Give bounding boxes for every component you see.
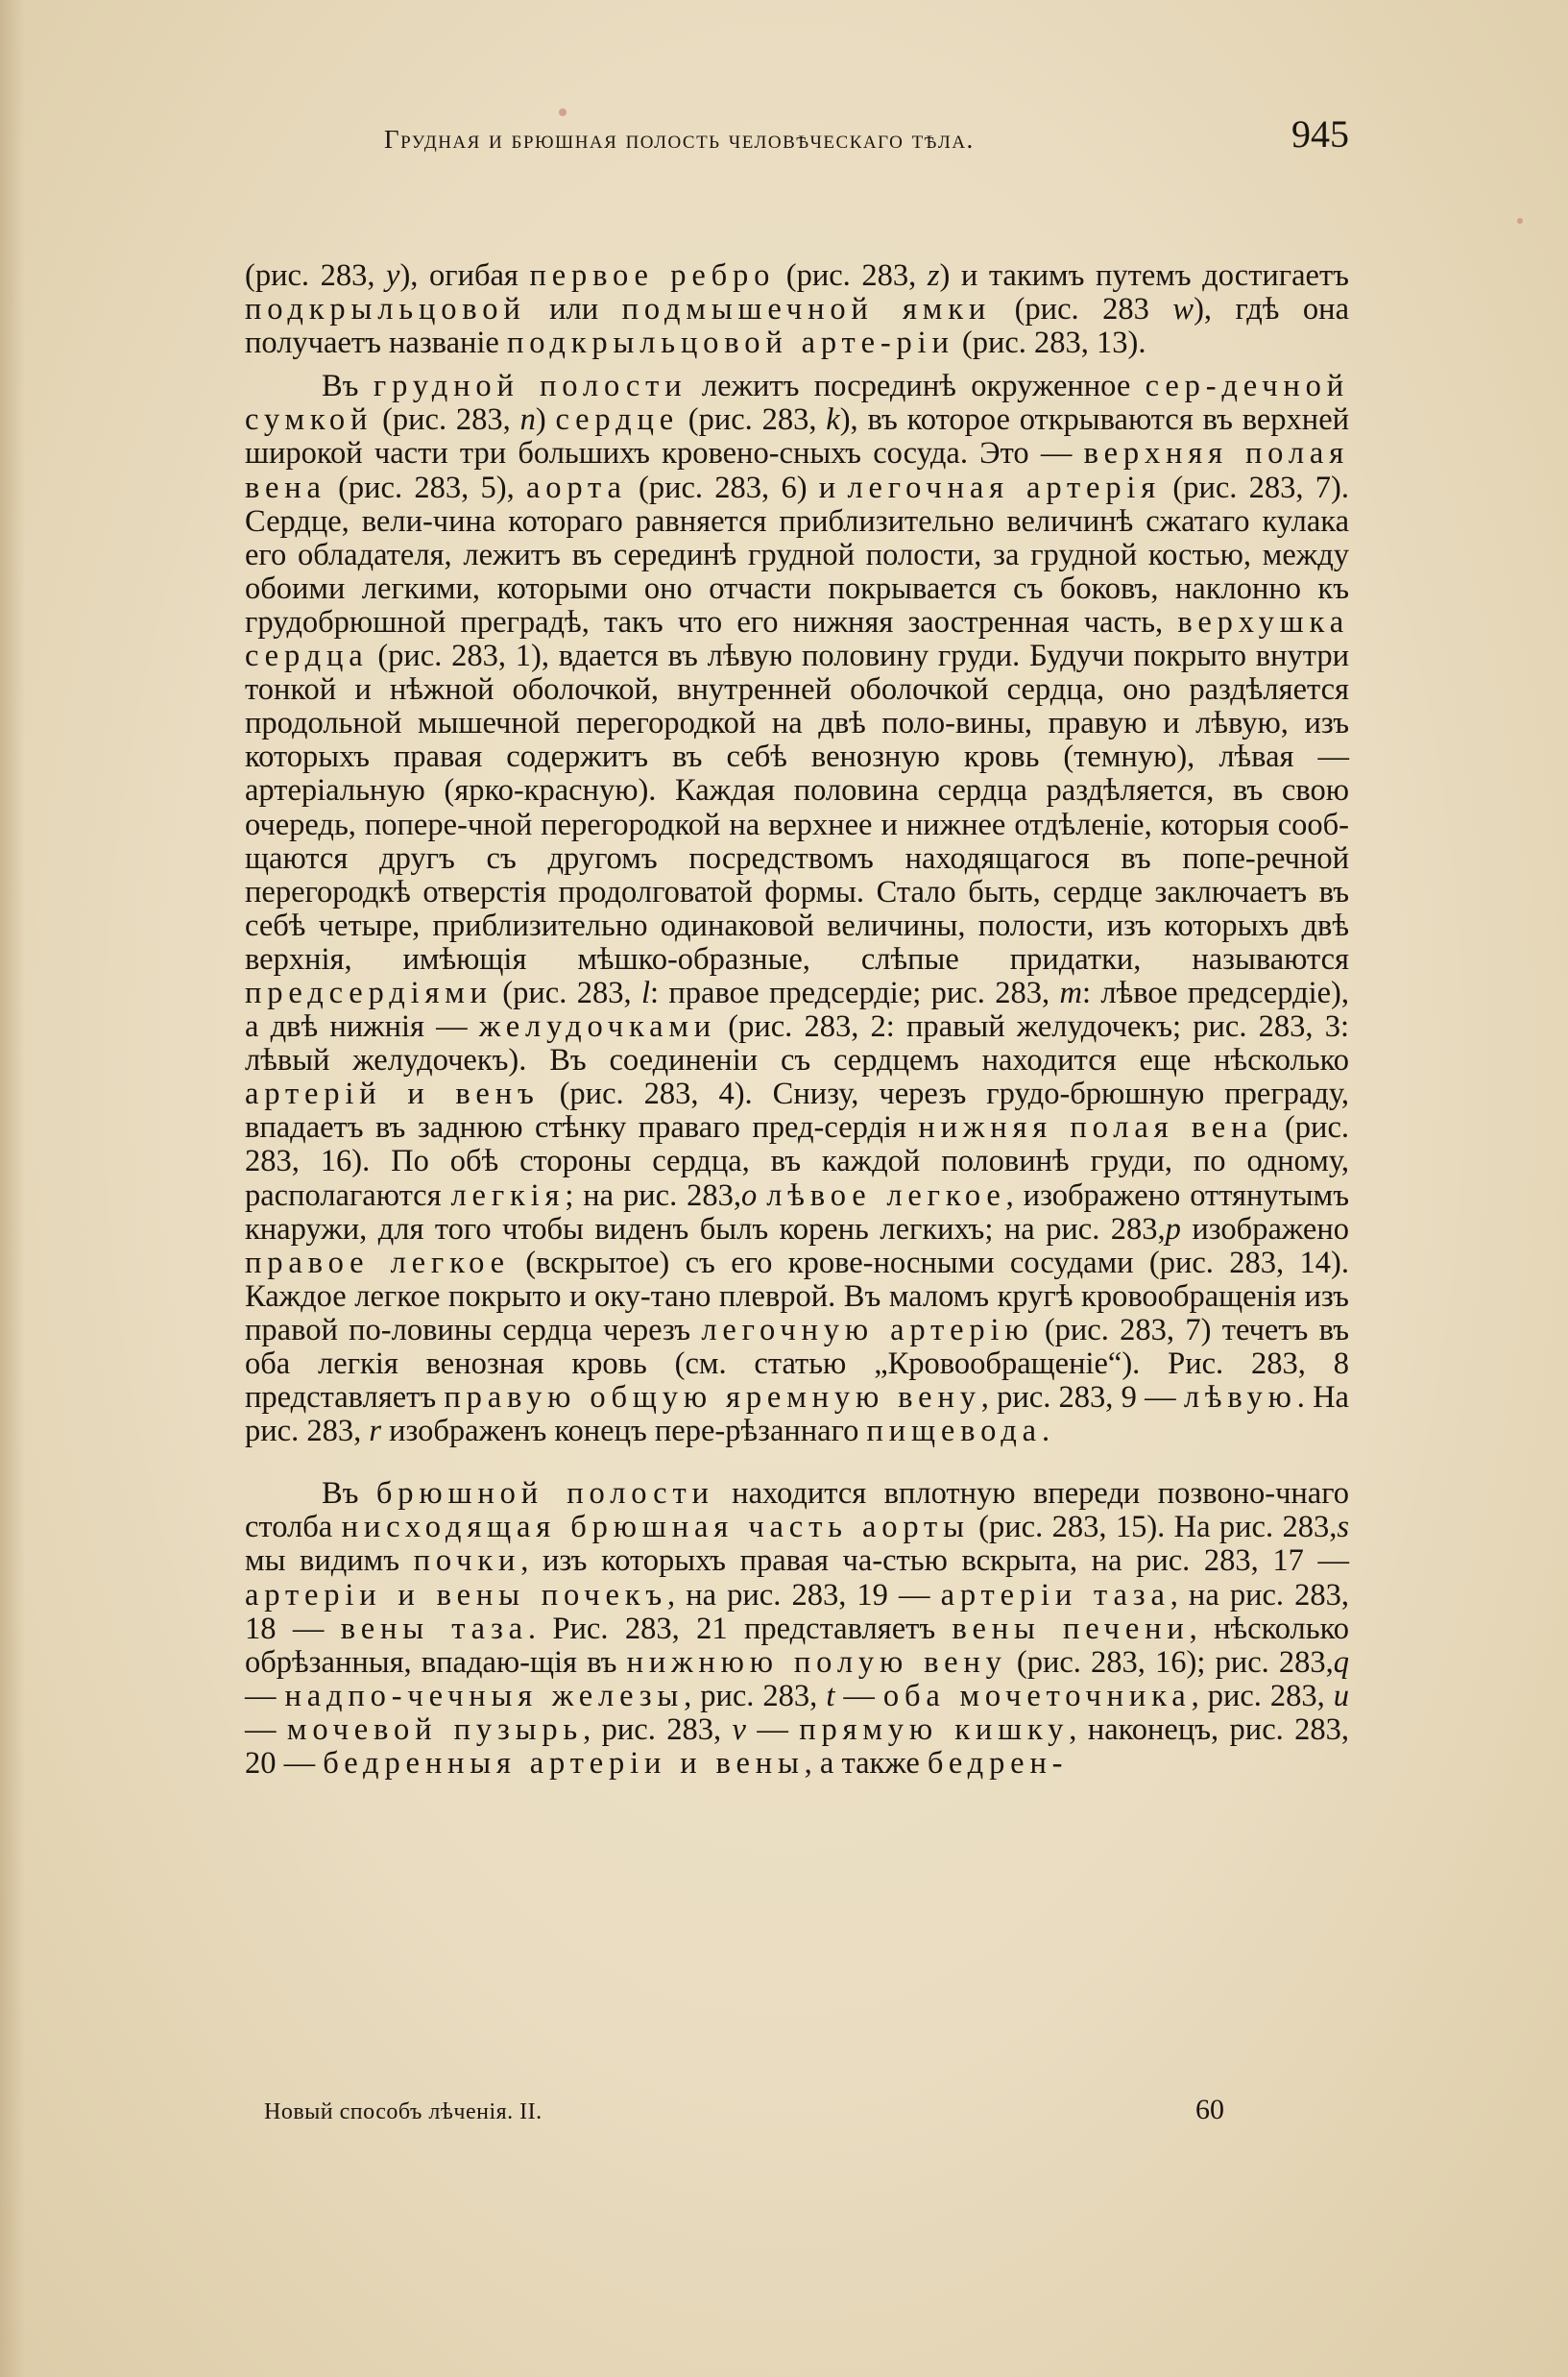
text-run: . Рис. 283, 21 представляетъ: [527, 1611, 953, 1646]
text-run: (рис. 283, 15). На рис. 283,: [969, 1510, 1338, 1545]
spaced-term: лѣвую: [1183, 1380, 1297, 1416]
spaced-term: желудочками: [478, 1009, 717, 1045]
figure-letter: r: [369, 1414, 381, 1449]
text-run: , рис. 283,: [1191, 1678, 1334, 1713]
text-run: —: [745, 1711, 800, 1747]
spaced-term: аорта: [525, 470, 627, 505]
spaced-term: сердце: [555, 402, 679, 438]
text-column: [245, 259, 1349, 1781]
figure-letter: k: [826, 402, 840, 438]
figure-letter: v: [732, 1711, 746, 1747]
text-run: ): [535, 402, 556, 438]
spaced-term: бедрен-: [927, 1746, 1069, 1782]
text-run: (рис. 283, 16). По обѣ стороны сердца, въ каждой половинѣ груди, по одному, располагаются: [245, 1110, 1350, 1213]
spaced-term: артеріи и вены почекъ: [245, 1577, 668, 1613]
text-run: : правое предсердіе; рис. 283,: [649, 975, 1060, 1010]
page-footer: [245, 2094, 1349, 2132]
spaced-term: подкрыльцовой: [245, 292, 526, 327]
spaced-term: мочевой пузырь: [286, 1711, 584, 1747]
text-run: Въ: [322, 369, 374, 404]
text-run: (рис. 283,: [775, 258, 928, 293]
spaced-term: первое ребро: [529, 258, 776, 293]
figure-letter: z: [927, 258, 940, 293]
spaced-term: артеріи таза: [940, 1577, 1170, 1613]
spaced-term: надпо-чечныя железы: [284, 1678, 685, 1713]
text-run: или: [525, 292, 622, 327]
text-run: лежитъ посрединѣ окруженное: [687, 369, 1146, 404]
spaced-term: брюшной полости: [375, 1476, 714, 1512]
figure-letter: m: [1059, 975, 1082, 1010]
text-run: (рис. 283, 2: правый желудочекъ; рис. 283, 3: лѣвый желудочекъ). Въ соединеніи съ сердцемъ находится еще нѣсколько: [245, 1009, 1349, 1079]
figure-letter: p: [1165, 1211, 1181, 1247]
paragraph-chest-cavity: [245, 370, 1349, 1448]
spaced-term: бедренныя артеріи и вены: [323, 1746, 805, 1782]
figure-letter: w: [1172, 292, 1194, 327]
text-run: —: [834, 1678, 883, 1713]
text-run: : лѣвое предсердіе), а двѣ нижнія —: [245, 975, 1350, 1045]
spaced-term: почки: [413, 1543, 521, 1579]
spaced-term: вены таза: [340, 1611, 528, 1646]
spaced-term: правое легкое: [245, 1245, 510, 1280]
spaced-term: сер-дечной сумкой: [245, 369, 1350, 438]
paragraph-axillary-artery: [245, 259, 1349, 360]
spaced-term: нижнюю полую вену: [626, 1644, 1007, 1680]
text-run: .: [1041, 1414, 1050, 1449]
text-run: (рис. 283, 7). Сердце, вели-чина котораго равняется приблизительно величинѣ сжатаго кулака его обладателя, лежитъ въ серединѣ грудной полости, за грудной костью, между обоими легкими, которыми оно отчасти покрывается съ боковъ, наклонно къ грудобрюшной преградѣ, такъ что его нижняя заостренная часть,: [245, 470, 1349, 640]
text-run: , а также: [804, 1746, 928, 1782]
text-run: (рис. 283, 4). Снизу, черезъ грудо-брюшную преграду, впадаетъ въ заднюю стѣнку праваго пред-сердія: [245, 1077, 1350, 1146]
figure-letter: s: [1337, 1510, 1350, 1545]
text-run: (рис. 283,: [245, 258, 387, 293]
page-number: 945: [1291, 112, 1349, 156]
figure-letter: y: [386, 258, 400, 293]
text-run: изображенъ конецъ пере-рѣзаннаго: [380, 1414, 867, 1449]
text-run: Въ: [322, 1476, 376, 1512]
text-run: (рис. 283, 7) течетъ въ оба легкія венозная кровь (см. статью „Кровообращеніе“). Рис. 283, 8 представляетъ: [245, 1312, 1349, 1416]
figure-letter: q: [1333, 1644, 1350, 1680]
figure-letter: n: [519, 402, 536, 438]
text-run: , на рис. 283, 19 —: [667, 1577, 941, 1613]
text-run: ; на рис. 283,: [565, 1177, 742, 1213]
paragraph-abdominal-cavity: [245, 1477, 1349, 1781]
text-run: (рис. 283, 6) и: [626, 470, 848, 505]
figure-letter: u: [1333, 1678, 1350, 1713]
page-header: [245, 108, 1349, 165]
text-run: , изображено оттянутымъ кнаружи, для того чтобы виденъ былъ корень легкихъ; на рис. 283,: [245, 1177, 1350, 1247]
text-run: . На рис. 283,: [245, 1380, 1349, 1449]
spaced-term: подкрыльцовой арте-ріи: [506, 326, 954, 361]
spaced-term: пищевода: [866, 1414, 1042, 1449]
text-run: , на рис. 283, 18 —: [245, 1577, 1349, 1646]
text-run: , рис. 283, 9 —: [980, 1380, 1184, 1416]
text-run: (рис. 283: [991, 292, 1173, 327]
text-run: изображено: [1180, 1211, 1349, 1247]
text-run: (рис. 283,: [678, 402, 827, 438]
spaced-term: прямую кишку: [799, 1711, 1070, 1747]
spaced-term: верхушка сердца: [245, 604, 1349, 674]
text-run: —: [245, 1678, 285, 1713]
spaced-term: лѣвое легкое: [766, 1177, 1006, 1213]
text-run: ) и такимъ путемъ достигаетъ: [939, 258, 1349, 293]
spaced-term: легкія: [450, 1177, 566, 1213]
spaced-term: легочную артерію: [701, 1312, 1034, 1347]
text-run: (рис. 283, 1), вдается въ лѣвую половину груди. Будучи покрыто внутри тонкой и нѣжной оболочкой, внутренней оболочкой сердца, оно раздѣляется продольной мышечной перегородкой на двѣ поло-вины, правую и лѣвую, изъ которыхъ правая содержитъ въ себѣ венозную кровь (темную), лѣвая — артеріальную (ярко-красную). Каждая половина сердца раздѣляется, въ свою очередь, попере-чной перегородкой на верхнее и нижнее отдѣленіе, которыя сооб-щаются другъ съ другомъ посредствомъ находящагося въ попе-речной перегородкѣ отверстія продолговатой формы. Стало быть, сердце заключаетъ въ себѣ четыре, приблизительно одинаковой величины, полости, изъ которыхъ двѣ верхнія, имѣющія мѣшко-образные, слѣпые придатки, называются: [245, 639, 1349, 977]
spaced-term: верхняя полая вена: [245, 436, 1349, 505]
text-run: , изъ которыхъ правая ча-стью вскрыта, на рис. 283, 17 —: [520, 1543, 1349, 1579]
spaced-term: вены печени: [952, 1611, 1190, 1646]
spaced-term: правую общую яремную вену: [444, 1380, 981, 1416]
figure-letter: o: [741, 1177, 758, 1213]
spaced-term: оба мочеточника: [882, 1678, 1192, 1713]
spaced-term: подмышечной ямки: [621, 292, 992, 327]
text-run: (рис. 283, 13).: [953, 326, 1146, 361]
text-run: (рис. 283,: [492, 975, 641, 1010]
spine-shadow: [0, 0, 25, 2377]
text-run: (рис. 283, 16); рис. 283,: [1006, 1644, 1334, 1680]
text-run: , наконецъ, рис. 283, 20 —: [245, 1711, 1350, 1782]
text-run: —: [245, 1711, 287, 1747]
running-title: Грудная и брюшная полость человѣческаго тѣла.: [384, 125, 975, 154]
text-run: ), гдѣ она получаетъ названіе: [245, 292, 1349, 361]
footer-signature: Новый способъ лѣченія. II.: [264, 2099, 543, 2124]
spaced-term: нижняя полая вена: [918, 1110, 1273, 1146]
text-run: ), огибая: [399, 258, 530, 293]
text-run: , рис. 283,: [583, 1711, 733, 1747]
text-run: [757, 1178, 766, 1213]
text-run: (вскрытое) съ его крове-носными сосудами (рис. 283, 14). Каждое легкое покрыто и оку-тано плеврой. Въ маломъ кругѣ кровообращенія изъ правой по-ловины сердца черезъ: [245, 1245, 1350, 1347]
text-run: , нѣсколько обрѣзанныя, впадаю-щія въ: [245, 1611, 1349, 1680]
spaced-term: артерій и венъ: [245, 1077, 540, 1112]
spaced-term: грудной полости: [373, 369, 688, 404]
spaced-term: легочная артерія: [847, 470, 1162, 505]
ink-speck: [1517, 218, 1523, 224]
text-run: (рис. 283, 5),: [326, 470, 526, 505]
figure-letter: l: [640, 975, 650, 1010]
figure-letter: t: [826, 1678, 835, 1713]
spaced-term: нисходящая брюшная часть аорты: [341, 1510, 970, 1545]
spaced-term: предсердіями: [245, 975, 493, 1010]
text-run: ), въ которое открываются въ верхней широкой части три большихъ кровено-сныхъ сосуда. Это —: [245, 402, 1350, 472]
text-run: мы видимъ: [245, 1543, 414, 1579]
footer-sheet-number: 60: [1195, 2094, 1224, 2125]
text-run: , рис. 283,: [684, 1678, 827, 1713]
text-run: находится вплотную впереди позвоно-чнаго столба: [245, 1476, 1350, 1545]
text-run: (рис. 283,: [373, 402, 520, 438]
